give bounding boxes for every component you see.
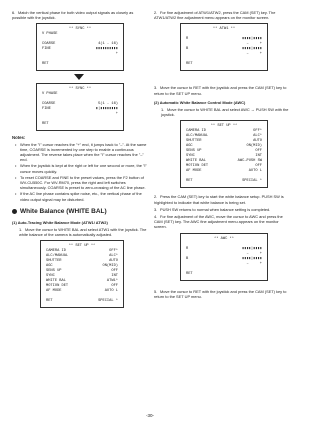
subsection-title: (1) Auto-Tracing White Balance Mode (ATW1/ ATW2) [12, 219, 108, 225]
screen-row-value: – + [246, 251, 262, 256]
note-item: • To reset COARSE and FINE to the preset values, press the F2 button of WV-CU550C. For WV-RM70, press the right and left switches simultaneously. COARSE is preset to zero-crossing of the AC line phase. [15, 174, 146, 191]
screen-title: ** SET UP ** [68, 244, 96, 249]
step-text: Match the vertical phase for both video output signals as closely as possible with the joystick. [12, 10, 134, 21]
subsection-title: (2) Automatic White Balance Control Mode (AWC) [154, 99, 246, 105]
step-4b: 4. For fine adjustment of the AWC, move the cursor to AWC and press the CAM (SET) key. The AWC fine adjustment menu appears on the monitor screen. [154, 214, 283, 230]
screen-row-label: RET [186, 179, 193, 184]
screen-title: ** SYNC ** [68, 87, 92, 92]
screen-row-value: AUTO L [248, 169, 262, 174]
screen-row-label: RET [186, 271, 193, 276]
screen-row-value: + [115, 112, 118, 117]
screen-row-value: 5(1 - 16) [98, 102, 118, 107]
screen-title: ** SYNC ** [68, 27, 92, 32]
screen-row-value: ON(MID) [102, 264, 118, 269]
screen-row [186, 62, 262, 67]
screen-row-value: ALC* [109, 254, 118, 259]
screen-row-value: OFF [111, 269, 118, 274]
screen-row-label: COARSE [42, 102, 56, 107]
screen-row-value: OFF [255, 164, 262, 169]
screen-row-value: OFF [255, 149, 262, 154]
screen-row-value: ON(MID) [246, 144, 262, 149]
awc-screen [180, 233, 268, 281]
screen-row-label: FINE [42, 107, 51, 112]
screen-row-label: CAMERA ID [46, 249, 66, 254]
step-3: 3. Move the cursor to RET with the joystick and press the CAM (SET) key to return to the SET UP menu. [154, 85, 287, 96]
notes-list [12, 142, 148, 202]
note-item: • When the "I" cursor reaches the "+" end, it jumps back to "–". At the same time, COARSE is incremented by one step to enable a continuous adjustment. The reverse takes place when the "I" cursor reaches the "–" end. [15, 141, 147, 163]
screen-row-label: B [186, 256, 189, 261]
screen-row-value: + [115, 52, 118, 57]
left-column [12, 10, 148, 311]
screen-row-value: – + [246, 42, 262, 47]
screen-row-label: V PHASE [42, 92, 58, 97]
right-column [154, 10, 290, 301]
screen-row-label: SHUTTER [186, 139, 202, 144]
atw1-screen [180, 23, 268, 71]
step-2b: 2. Press the CAM (SET) key to start the white balance setup. PUSH SW is highlighted to indicate that white balance is being set. [154, 194, 284, 205]
sync-screen-before [36, 23, 124, 71]
screen-row-label: SENS UP [186, 149, 202, 154]
screen-row-label: RET [46, 299, 53, 304]
screen-row-value: – + [246, 52, 262, 57]
step-2: 2. For fine adjustment of ATW1/ATW2, press the CAM (SET) key. The ATW1/ATW2 fine adjustment menu appears on the monitor screen. [154, 10, 276, 21]
screen-row-label: CAMERA ID [186, 129, 206, 134]
step-number: 6. [12, 10, 16, 15]
screen-row-label: ALC/MANUAL [46, 254, 69, 259]
screen-row-label: SYNC [46, 274, 55, 279]
screen-row-value: 4(1 - 16) [98, 42, 118, 47]
screen-row-value: AWC→PUSH SW [237, 159, 262, 164]
step-6 [12, 10, 148, 20]
screen-row-label: SYNC [186, 154, 195, 159]
screen-row-label: SHUTTER [46, 259, 62, 264]
screen-row-label: AF MODE [46, 289, 62, 294]
screen-row-label: AF MODE [186, 169, 202, 174]
screen-row-label: RET [42, 62, 49, 67]
screen-row-value: SPECIAL * [98, 299, 118, 304]
screen-row-label: SENS UP [46, 269, 62, 274]
page-number: -30- [145, 413, 154, 418]
screen-row-value: OFF* [253, 129, 262, 134]
note-item: • When the joystick is kept at the right or left for one second or more, the "I" cursor moves quickly. [15, 163, 147, 174]
screen-title: ** ATW1 ** [212, 27, 236, 32]
screen-row-value: ▮▮▮▮▮▮▮▮▮▮ [95, 47, 118, 52]
section-title: White Balance (WHITE BAL) [12, 208, 148, 216]
screen-title: ** AWC ** [214, 236, 234, 241]
screen-row-value: OFF [111, 284, 118, 289]
note-item: • If the AC line phase contains spike noise, etc., the vertical phase of the video output signal may be disturbed. [15, 191, 142, 202]
setup-screen-awc [180, 120, 268, 188]
screen-row-value: ▮▮▮▮|▮▮▮▮ [242, 246, 262, 251]
screen-row-label: WHITE BAL [186, 159, 206, 164]
screen-row-label: AGC [46, 264, 53, 269]
screen-row-value: ▮|▮▮▮▮▮▮▮▮ [95, 107, 118, 112]
screen-row-value: AUTO L [104, 289, 118, 294]
screen-row-value: SPECIAL * [242, 179, 262, 184]
screen-row-label: B [186, 47, 189, 52]
screen-row-value: ▮▮▮▮|▮▮▮▮ [242, 47, 262, 52]
screen-row-label: AGC [186, 144, 193, 149]
screen-row-value: ATW1* [106, 279, 118, 284]
screen-row [42, 62, 118, 67]
screen-row [186, 179, 262, 184]
screen-row-label: V PHASE [42, 32, 58, 37]
screen-row-label: RET [42, 122, 49, 127]
screen-row-value: AUTO [253, 139, 262, 144]
screen-row-value: – + [246, 261, 262, 266]
step-1b: 1. Move the cursor to WHITE BAL and select AWC → PUSH SW with the joystick. [161, 107, 289, 118]
screen-row-value: OFF* [109, 249, 118, 254]
notes-title: Notes: [12, 135, 26, 141]
sync-screen-after [36, 83, 124, 131]
step-1: 1. Move the cursor to WHITE BAL and select ATW1 with the joystick. The white balance of the camera is automatically adjusted. [19, 227, 147, 238]
screen-row-label: R [186, 246, 189, 251]
bullet-icon [12, 209, 17, 214]
screen-row-value: AUTO [109, 259, 118, 264]
setup-screen-atw1 [40, 240, 124, 308]
step-3b: 3. PUSH SW returns to normal when balance setting is completed. [154, 206, 271, 212]
screen-row [186, 272, 262, 277]
screen-row-label: WHITE BAL [46, 279, 66, 284]
screen-title: ** SET UP ** [210, 124, 238, 129]
arrow-down-icon [74, 74, 84, 80]
screen-row-value: ALC* [253, 134, 262, 139]
screen-row-label: R [186, 37, 189, 42]
screen-row [46, 299, 118, 304]
step-5b: 5. Move the cursor to RET with the joystick and press the CAM (SET) key to return to the SET UP menu. [154, 288, 287, 299]
screen-row-label: COARSE [42, 42, 56, 47]
screen-row-value: ▮▮▮▮|▮▮▮▮ [242, 37, 262, 42]
screen-row-label: RET [186, 62, 193, 67]
screen-row-label: ALC/MANUAL [186, 134, 209, 139]
screen-row-label: MOTION DET [46, 284, 69, 289]
screen-row-label: FINE [42, 47, 51, 52]
screen-row-value: INT [255, 154, 262, 159]
screen-row-value: INT [111, 274, 118, 279]
screen-row-value: ▮▮▮▮|▮▮▮▮ [242, 256, 262, 261]
screen-row-label: MOTION DET [186, 164, 209, 169]
screen-row [42, 122, 118, 127]
